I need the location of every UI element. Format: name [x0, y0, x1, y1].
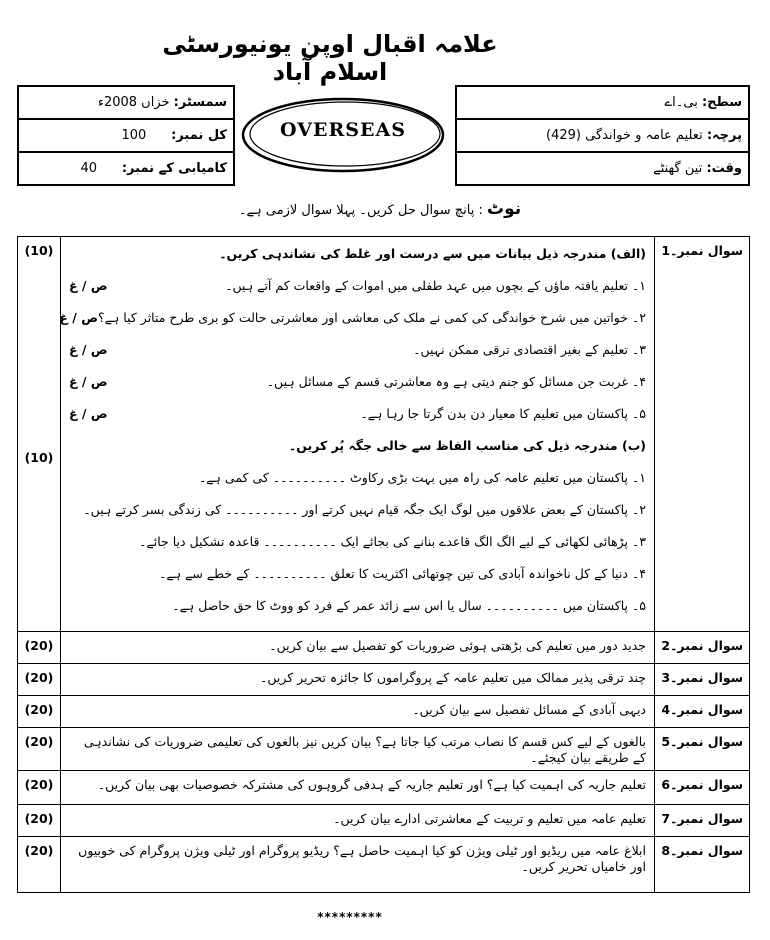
question-row-2	[18, 632, 750, 664]
question-marks: (20)	[18, 664, 61, 696]
question-row-4	[18, 696, 750, 728]
instructions-note	[180, 199, 580, 219]
university-title: علامہ اقبال اوپن یونیورسٹی اسلام آباد	[162, 30, 498, 86]
part-b-heading: (ب) مندرجہ ذیل کی مناسب الفاظ سے خالی جگہ پُر کریں۔	[288, 438, 646, 453]
question-number: سوال نمبر۔8	[655, 837, 750, 893]
time-row: وقت: تین گھنٹے	[456, 152, 749, 185]
list-item: ۱۔ پاکستان میں تعلیم عامہ کی راہ میں بہت بڑی رکاوٹ ۔۔۔۔۔۔۔۔۔۔ کی کمی ہے۔	[198, 470, 646, 485]
question-row-1	[18, 237, 750, 632]
end-of-paper-marker: *********	[317, 910, 383, 924]
question-text: جدید دور میں تعلیم کی بڑھتی ہوئی ضروریات کو تفصیل سے بیان کریں۔	[61, 632, 655, 664]
question-marks: (20)	[18, 696, 61, 728]
question-row-6	[18, 771, 750, 805]
question-text	[61, 237, 655, 632]
question-row-7	[18, 805, 750, 837]
list-item: ۱۔ تعلیم یافتہ ماؤں کے بچوں میں عہد طفلی میں اموات کے واقعات کم آتے ہیں۔ ص / غ	[69, 278, 646, 293]
list-item: ۵۔ پاکستان میں تعلیم کا معیار دن بدن گرتا جا رہا ہے۔ ص / غ	[69, 406, 646, 421]
question-text: بالغوں کے لیے کس قسم کا نصاب مرتب کیا جاتا ہے؟ بیان کریں نیز بالغوں کی تعلیمی ضروریات کی نشاندہی کے طریقے بیان کیجئے۔	[61, 728, 655, 771]
question-marks: (10) (10)	[18, 237, 61, 632]
overseas-stamp-label: OVERSEAS	[280, 119, 406, 141]
question-marks: (20)	[18, 632, 61, 664]
level-row: سطح: بی۔اے	[456, 86, 749, 119]
paper-row: پرچہ: تعلیم عامہ و خواندگی (429)	[456, 119, 749, 152]
question-number: سوال نمبر۔3	[655, 664, 750, 696]
question-marks: (20)	[18, 805, 61, 837]
question-row-8	[18, 837, 750, 893]
list-item: ۴۔ دنیا کے کل ناخواندہ آبادی کی تین چوتھائی اکثریت کا تعلق ۔۔۔۔۔۔۔۔۔۔ کے خطے سے ہے۔	[159, 566, 646, 581]
exam-info-box	[17, 85, 235, 186]
list-item: ۲۔ خواتین میں شرح خواندگی کی کمی نے ملک کی معاشی اور معاشرتی حالت کو بری طرح متاثر کیا ہے؟ ص / غ	[59, 310, 646, 325]
semester-row: سمسٹر: خزاں 2008ء	[18, 86, 234, 119]
question-row-5	[18, 728, 750, 771]
list-item: ۵۔ پاکستان میں ۔۔۔۔۔۔۔۔۔۔ سال یا اس سے زائد عمر کے فرد کو ووٹ کا حق حاصل ہے۔	[172, 598, 646, 613]
question-marks: (20)	[18, 837, 61, 893]
question-text: دیہی آبادی کے مسائل تفصیل سے بیان کریں۔	[61, 696, 655, 728]
total-marks-row: کل نمبر: 100	[18, 119, 234, 152]
question-number: سوال نمبر۔1	[655, 237, 750, 632]
question-number: سوال نمبر۔7	[655, 805, 750, 837]
question-number: سوال نمبر۔4	[655, 696, 750, 728]
list-item: ۳۔ تعلیم کے بغیر اقتصادی ترقی ممکن نہیں۔ ص / غ	[69, 342, 646, 357]
question-text: چند ترقی پذیر ممالک میں تعلیم عامہ کے پروگراموں کا جائزہ تحریر کریں۔	[61, 664, 655, 696]
question-text: تعلیم جاریہ کی اہمیت کیا ہے؟ اور تعلیم جاریہ کے ہدفی گروہوں کی مشترکہ خصوصیات بھی بیان کریں۔	[61, 771, 655, 805]
part-a-heading: (الف) مندرجہ ذیل بیانات میں سے درست اور غلط کی نشاندہی کریں۔	[219, 246, 646, 261]
question-marks: (20)	[18, 771, 61, 805]
list-item: ۳۔ پڑھائی لکھائی کے لیے الگ الگ قاعدے بنانے کی بجائے ایک ۔۔۔۔۔۔۔۔۔۔ قاعدہ تشکیل دیا جائے۔	[139, 534, 646, 549]
question-number: سوال نمبر۔2	[655, 632, 750, 664]
list-item: ۲۔ پاکستان کے بعض علاقوں میں لوگ ایک جگہ قیام نہیں کرتے اور ۔۔۔۔۔۔۔۔۔۔ کی زندگی بسر کرتے ہیں۔	[83, 502, 646, 517]
question-number: سوال نمبر۔6	[655, 771, 750, 805]
question-text: تعلیم عامہ میں تعلیم و تربیت کے معاشرتی ادارے بیان کریں۔	[61, 805, 655, 837]
question-marks: (20)	[18, 728, 61, 771]
question-number: سوال نمبر۔5	[655, 728, 750, 771]
question-row-3	[18, 664, 750, 696]
course-info-box	[455, 85, 750, 186]
question-text: ابلاغ عامہ میں ریڈیو اور ٹیلی ویژن کو کیا اہمیت حاصل ہے؟ ریڈیو پروگرام اور ٹیلی ویژن پروگرام کی خوبیوں اور خامیاں تحریر کریں۔	[61, 837, 655, 893]
list-item: ۴۔ غربت جن مسائل کو جنم دیتی ہے وہ معاشرتی قسم کے مسائل ہیں۔ ص / غ	[69, 374, 646, 389]
note-text: : پانچ سوال حل کریں۔ پہلا سوال لازمی ہے۔	[238, 203, 483, 218]
pass-marks-row: کامیابی کے نمبر: 40	[18, 152, 234, 185]
note-label: نوٹ	[487, 199, 522, 219]
questions-table	[17, 236, 750, 893]
